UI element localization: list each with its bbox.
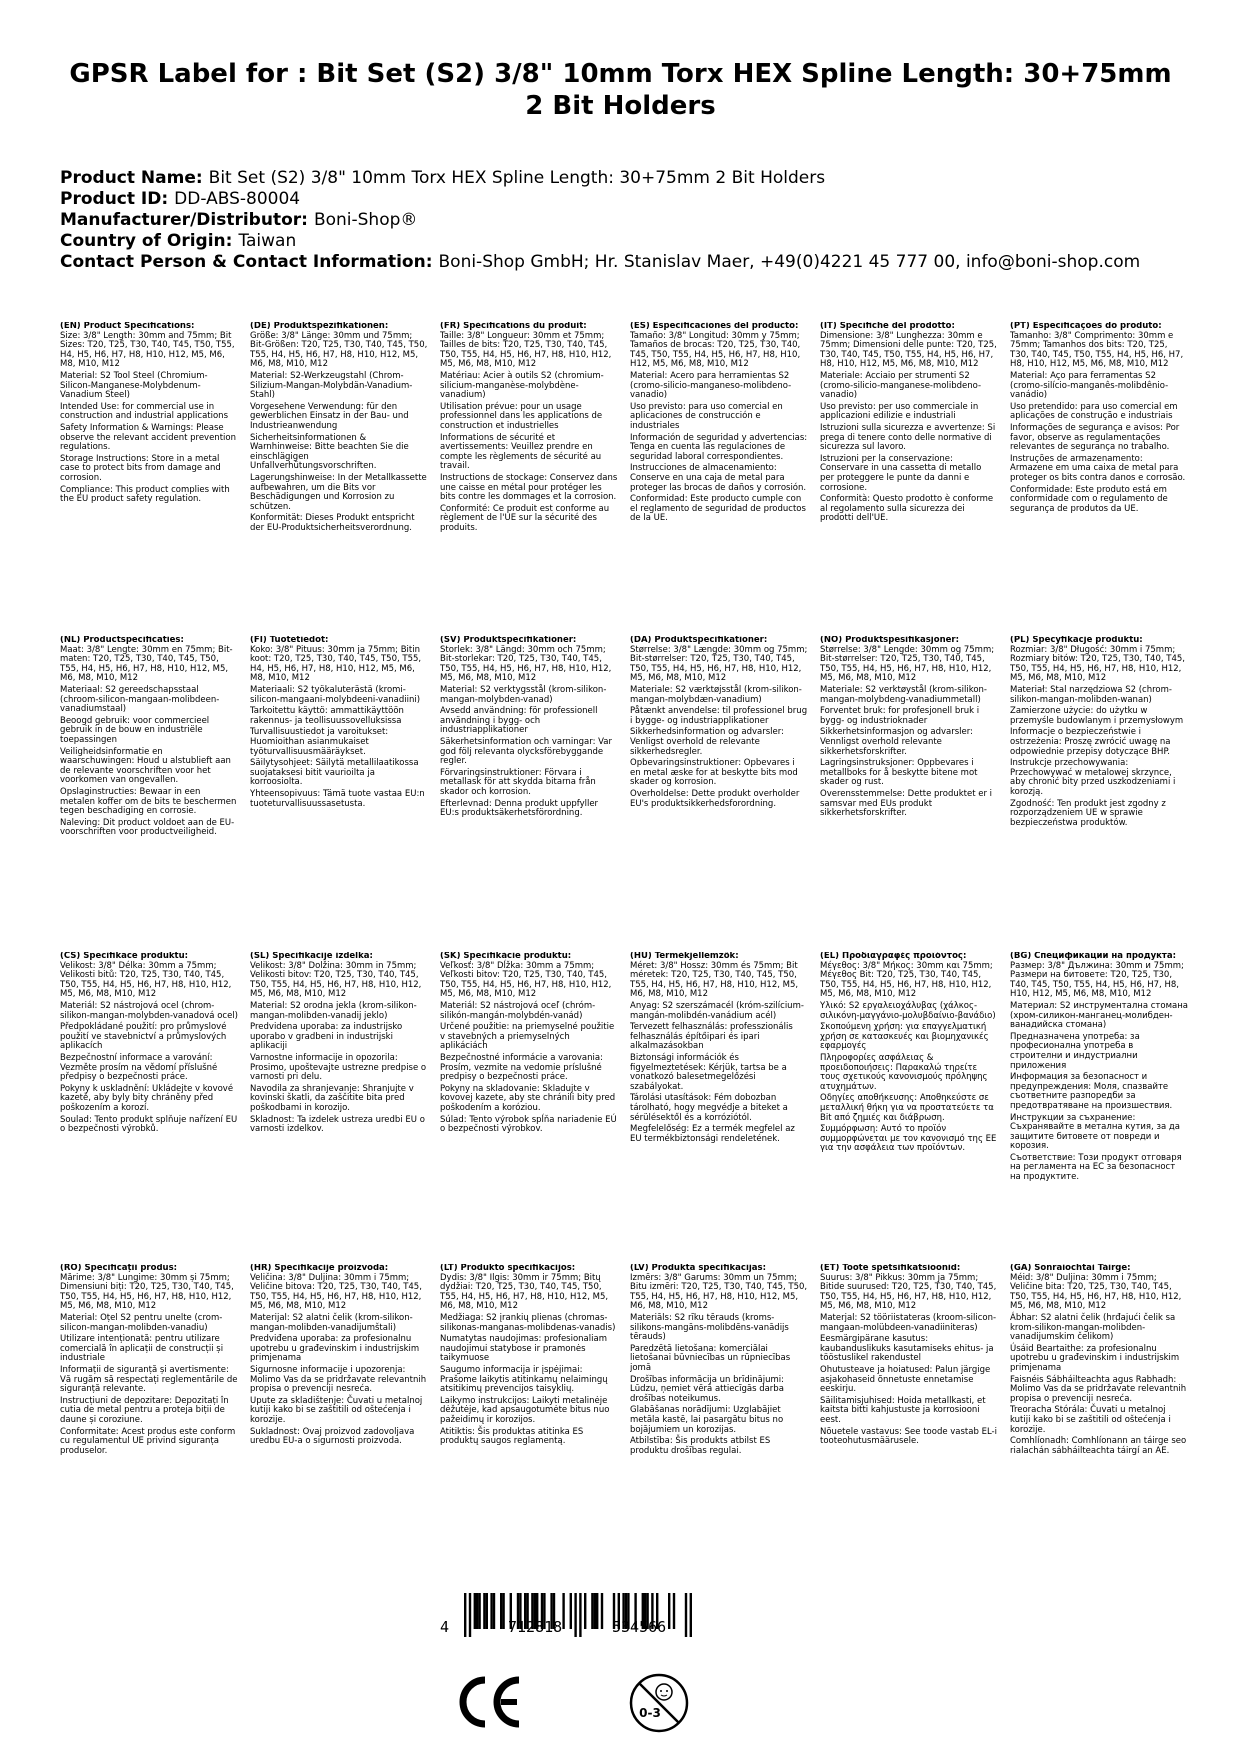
lang-paragraph: Tárolási utasítások: Fém dobozban tárolható, hogy megvédje a biteket a sérülésektől és a korróziótól. [630,1093,788,1123]
lang-paragraph: Varnostne informacije in opozorila: Prosimo, upoštevajte ustrezne predpise o varnosti pri delu. [250,1052,427,1083]
language-grid [60,322,1188,1564]
barcode-bar [476,1593,478,1629]
barcode-bar [584,1593,586,1629]
lang-paragraph: Πληροφορίες ασφάλειας & προειδοποιήσεις: Παρακαλώ τηρείτε τους σχετικούς κανονισμούς πρόληψης ατυχημάτων. [820,1052,988,1092]
lang-paragraph: Инструкции за съхранение: Съхранявайте в метална кутия, за да защитите битовете от повреди и корозия. [1010,1112,1180,1152]
lang-paragraph: Overholdelse: Dette produkt overholder EU's produktsikkerhedsforordning. [630,788,800,809]
lang-block-el [820,952,998,1264]
lang-paragraph: Materiál: S2 nástrojová ocel (chrom-silikon-mangan-molybden-vanadová ocel) [60,1000,238,1021]
lang-paragraph: Tamanho: 3/8" Comprimento: 30mm e 75mm; Tamanhos dos bits: T20, T25, T30, T40, T45, T50, T55, H4, H5, H6, H7, H8, H10, H12, M5, M6, M8, M10, M12 [1010,330,1184,370]
info-manufacturer: Manufacturer/Distributor: Boni-Shop® [60,210,418,230]
info-product-name: Product Name: Bit Set (S2) 3/8" 10mm Torx HEX Spline Length: 30+75mm 2 Bit Holders [60,168,826,188]
lang-block-bg [1010,952,1188,1264]
lang-paragraph: Materiale: S2 værktøjsstål (krom-silikon-mangan-molybdæn-vanadium) [630,684,802,705]
age-label: 0-3 [639,1706,661,1720]
lang-paragraph: Soulad: Tento produkt splňuje nařízení EU o bezpečnosti výrobků. [60,1114,238,1135]
lang-block-pl [1010,636,1188,952]
lang-paragraph: Bezpečnostní informace a varování: Vezměte prosím na vědomí příslušné předpisy o bezpečnosti práce. [60,1052,218,1083]
lang-paragraph: Medžiaga: S2 įrankių plienas (chromas-silikonas-manganas-molibdenas-vanadis) [440,1312,616,1333]
lang-paragraph: Turvallisuustiedot ja varoitukset: Huomioithan asianmukaiset työturvallisuusmääräykset. [250,727,389,757]
barcode-bar [483,1593,485,1629]
lang-paragraph: Storage Instructions: Store in a metal case to protect bits from damage and corrosion. [60,453,221,483]
lang-paragraph: Méid: 3/8" Duljina: 30mm i 75mm; Veličine bita: T20, T25, T30, T40, T45, T50, T55, H4, H5, H6, H7, H8, H10, H12, M5, M6, M8, M10, M12 [1010,1272,1182,1312]
lang-paragraph: Conformidad: Este producto cumple con el reglamento de seguridad de productos de la UE. [630,494,806,524]
lang-paragraph: Naleving: Dit product voldoet aan de EU-voorschriften voor productveiligheid. [60,817,235,838]
lang-heading: (LV) Produkta specifikācijas: [630,1264,766,1273]
lang-paragraph: Materiāls: S2 rīku tērauds (kroms-silikons-mangāns-molibdēns-vanādijs tērauds) [630,1312,789,1343]
lang-paragraph: Paredzētā lietošana: komerciālai lietošanai būvniecības un rūpniecības jomā [630,1343,791,1373]
lang-paragraph: Tervezett felhasználás: professzionális felhasználás építőipari és ipari alkalmazásokban [630,1022,793,1052]
lang-paragraph: Yhteensopivuus: Tämä tuote vastaa EU:n tuoteturvallisuussasetusta. [250,788,425,809]
lang-block-hu [630,952,808,1264]
barcode-bar [594,1593,596,1629]
lang-paragraph: Σκοπούμενη χρήση: για επαγγελματική χρήση σε κατασκευές και βιομηχανικές εφαρμογές [820,1022,989,1052]
lang-paragraph: Utilisation prévue: pour un usage professionnel dans les applications de construction et industrielles [440,401,603,431]
lang-heading: (GA) Sonraíochtaí Táirge: [1010,1264,1131,1273]
barcode-digits-right: 534566 [612,1618,667,1636]
lang-paragraph: Treoracha Stórála: Čuvati u metalnoj kutiji kako bi se zaštitili od oštećenja i korozije. [1010,1405,1171,1435]
lang-paragraph: Размер: 3/8" Дължина: 30mm и 75mm; Размери на битовете: T20, T25, T30, T40, T45, T50, T55, H4, H5, H6, H7, H8, H10, H12, M5, M6, M8, M10, M12 [1010,960,1184,1000]
lang-paragraph: Safety Information & Warnings: Please observe the relevant accident prevention regulations. [60,422,236,453]
lang-paragraph: Materiale: Acciaio per strumenti S2 (cromo-silicio-manganese-molibdeno-vanadio) [820,370,982,401]
lang-paragraph: Forventet bruk: for profesjonell bruk i bygg- og industrioknader [820,706,980,726]
barcode-bar [668,1593,670,1629]
lang-heading: (SK) Špecifikácie produktu: [440,952,572,961]
lang-paragraph: Informations de sécurité et avertissements: Veuillez prendre en compte les règlements de sécurité au travail. [440,432,602,472]
lang-paragraph: Konformität: Dieses Produkt entspricht der EU-Produktsicherheitsverordnung. [250,513,415,533]
lang-block-sv [440,636,618,952]
lang-paragraph: Megfelelőség: Ez a termék megfelel az EU termékbiztonsági rendeletének. [630,1124,795,1144]
lang-paragraph: Material: Acero para herramientas S2 (cromo-silicio-manganeso-molibdeno-vanadio) [630,370,792,401]
lang-paragraph: Size: 3/8" Length: 30mm and 75mm; Bit Sizes: T20, T25, T30, T40, T45, T50, T55, H4, H5, H6, H7, H8, H10, H12, M5, M6, M8, M10, M12 [60,330,235,370]
lang-paragraph: Información de seguridad y advertencias: Tenga en cuenta las regulaciones de seguridad laboral correspondientes. [630,432,808,462]
lang-block-no [820,636,998,952]
lang-heading: (PT) Especificações do produto: [1010,322,1162,331]
lang-paragraph: Comhlíonadh: Comhlíonann an táirge seo rialachán sábháilteachta táirgí an AE. [1010,1436,1187,1456]
barcode-bar [474,1593,476,1629]
lang-paragraph: Størrelse: 3/8" Lengde: 30mm og 75mm; Bit-størrelser: T20, T25, T30, T40, T45, T50, T55, H4, H5, H6, H7, H8, H10, H12, M5, M6, M8, M10, M12 [820,644,995,684]
lang-paragraph: Izmērs: 3/8" Garums: 30mm un 75mm; Bitu izmēri: T20, T25, T30, T40, T45, T50, T55, H4, H5, H6, H7, H8, H10, H12, M5, M6, M8, M10, M12 [630,1272,808,1312]
barcode-bar [493,1593,495,1629]
lang-paragraph: Instruções de armazenamento: Armazene em uma caixa de metal para proteger os bits contra danos e corrosão. [1010,453,1186,483]
info-contact: Contact Person & Contact Information: Boni-Shop GmbH; Hr. Stanislav Maer, +49(0)4221 45 777 00, info@boni-shop.com [60,252,1141,272]
barcode-bar [502,1593,504,1629]
info-country: Country of Origin: Taiwan [60,231,297,251]
lang-block-pt [1010,322,1188,636]
lang-heading: (BG) Спецификации на продукта: [1010,952,1176,961]
lang-paragraph: Materiale: S2 verktøystål (krom-silikon-mangan-molybdeng-vanadiummetall) [820,684,987,705]
lang-paragraph: Skladnost: Ta izdelek ustreza uredbi EU o varnosti izdelkov. [250,1114,425,1135]
lang-paragraph: Uso previsto: para uso comercial en aplicaciones de construcción e industriales [630,401,783,431]
lang-heading: (NL) Productspecificaties: [60,636,184,645]
lang-paragraph: Biztonsági információk és figyelmeztetések: Kérjük, tartsa be a vonatkozó balesetmegelőzési szabályokat. [630,1052,787,1092]
barcode-bar [574,1593,576,1637]
lang-block-en [60,322,238,636]
lang-paragraph: Glabāšanas norādījumi: Uzglabājiet metāla kastē, lai pasargātu bitus no bojājumiem un korozijas. [630,1405,784,1435]
lang-paragraph: Veličina: 3/8" Duljina: 30mm i 75mm; Veličine bitova: T20, T25, T30, T40, T45, T50, T55, H4, H5, H6, H7, H8, H10, H12, M5, M6, M8, M10, M12 [250,1272,422,1312]
lang-paragraph: Pokyny k uskladnění: Ukládejte v kovové kazetě, aby byly bity chráněny před poškozením a korozí. [60,1083,234,1113]
lang-paragraph: Compliance: This product complies with the EU product safety regulation. [60,484,230,505]
lang-block-et [820,1264,998,1564]
barcode-bar [601,1593,603,1629]
lang-paragraph: Materiál: S2 nástrojová oceľ (chróm-silikón-mangán-molybdén-vanád) [440,1000,596,1021]
barcode-bar [464,1593,466,1637]
lang-heading: (HR) Specifikacije proizvoda: [250,1264,389,1273]
lang-heading: (EN) Product Specifications: [60,322,195,331]
lang-paragraph: Sikkerhedsinformation og advarsler: Venligst overhold de relevante sikkerhedsregler. [630,727,784,757]
lang-paragraph: Dimensione: 3/8" Lunghezza: 30mm e 75mm; Dimensioni delle punte: T20, T25, T30, T40, T45, T50, T55, H4, H5, H6, H7, H8, H10, H12, M5, M6, M8, M10, M12 [820,330,997,370]
barcode-bar [562,1593,564,1629]
lang-heading: (ET) Toote spetsifikatsioonid: [820,1264,961,1273]
lang-paragraph: Μέγεθος: 3/8" Μήκος: 30mm και 75mm; Μέγεθος Bit: T20, T25, T30, T40, T45, T50, T55, H4, H5, H6, H7, H8, H10, H12, M5, M6, M8, M10, M12 [820,960,993,1000]
lang-paragraph: Materjal: S2 tööriistateras (kroom-silicon-mangaan-molübdeen-vanadiiniteras) [820,1312,997,1333]
lang-heading: (NO) Produktspesifikasjoner: [820,636,959,645]
barcode-bar [486,1593,488,1629]
lang-block-ga [1010,1264,1188,1564]
lang-paragraph: Faisnéis Sábháilteachta agus Rabhadh: Molimo Vas da se pridržavate relevantnih propisa o prevenciji nesreća. [1010,1374,1187,1404]
barcode-bar [490,1593,492,1629]
lang-paragraph: Numatytas naudojimas: profesionaliam naudojimui statybose ir pramonės taikymuose [440,1334,607,1364]
lang-paragraph: Zgodność: Ten produkt jest zgodny z rozporządzeniem UE w sprawie bezpieczeństwa produktów. [1010,798,1166,828]
lang-paragraph: Säilytysohjeet: Säilytä metallilaatikossa suojataksesi bitit vaurioilta ja korroosiolta. [250,758,419,788]
lang-paragraph: Material: S2 verktygsstål (krom-silikon-mangan-molybden-vanad) [440,684,607,705]
lang-heading: (CS) Specifikace produktu: [60,952,189,961]
lang-paragraph: Material: S2-Werkzeugstahl (Chrom-Silizium-Mangan-Molybdän-Vanadium-Stahl) [250,370,413,401]
lang-paragraph: Dydis: 3/8" Ilgis: 30mm ir 75mm; Bitų dydžiai: T20, T25, T30, T40, T45, T50, T55, H4, H5, H6, H7, H8, H10, H12, M5, M6, M8, M10, M12 [440,1272,609,1312]
barcode-bar [570,1593,572,1629]
ean-barcode [440,1593,720,1669]
lang-paragraph: Conformidade: Este produto está em conformidade com o regulamento de segurança de produtos da UE. [1010,484,1168,514]
lang-paragraph: Συμμόρφωση: Αυτό το προϊόν συμμορφώνεται με τον κανονισμό της ΕΕ για την ασφάλεια των προϊόντων. [820,1124,997,1154]
lang-paragraph: Οδηγίες αποθήκευσης: Αποθηκεύστε σε μεταλλική θήκη για να προστατεύετε τα Bit από ζημιές και διάβρωση. [820,1093,994,1123]
lang-paragraph: Informații de siguranță și avertismente: Vă rugăm să respectați reglementările de siguranță relevante. [60,1364,238,1395]
barcode-digits-left: 712818 [508,1618,563,1636]
lang-block-it [820,322,998,636]
lang-paragraph: Sukladnost: Ovaj proizvod zadovoljava uredbu EU-a o sigurnosti proizvoda. [250,1426,415,1447]
lang-paragraph: Utilizare intenționată: pentru utilizare comercială în aplicații de construcții și industriale [60,1334,224,1364]
barcode-bar [685,1593,687,1637]
lang-block-sl [250,952,428,1264]
page-title: GPSR Label for : Bit Set (S2) 3/8" 10mm Torx HEX Spline Length: 30+75mm 2 Bit Holders [69,59,1172,121]
lang-paragraph: Sicherheitsinformationen & Warnhinweise: Bitte beachten Sie die einschlägigen Unfallverhütungsvorschriften. [250,432,409,472]
lang-paragraph: Předpokládané použití: pro průmyslové použití ve stavebnictví a průmyslových aplikacích [60,1022,227,1052]
lang-paragraph: Istruzioni per la conservazione: Conservare in una cassetta di metallo per proteggere le punte da danni e corrosione. [820,453,982,493]
lang-paragraph: Tarkoitettu käyttö: ammattikäyttöön rakennus- ja teollisuussovelluksissa [250,706,404,726]
lang-paragraph: Zamierzone użycie: do użytku w przemyśle budowlanym i przemysłowym [1010,706,1184,726]
lang-block-hr [250,1264,428,1564]
barcode-bar [579,1593,581,1637]
lang-paragraph: Drošības informācija un brīdinājumi: Lūdzu, ņemiet vērā attiecīgās darba drošības noteikumus. [630,1374,784,1404]
lang-heading: (DE) Produktspezifikationen: [250,322,389,331]
lang-paragraph: Instrukcje przechowywania: Przechowywać w metalowej skrzynce, aby chronić bity przed uszkodzeniami i korozją. [1010,758,1176,797]
lang-heading: (IT) Specifiche del prodotto: [820,322,955,331]
lang-paragraph: Úsáid Beartaithe: za profesionalnu upotrebu u građevinskim i industrijskim primjenama [1010,1343,1180,1373]
lang-paragraph: Určené použitie: na priemyselné použitie v stavebných a priemyselných aplikáciách [440,1022,615,1052]
lang-paragraph: Laikymo instrukcijos: Laikyti metalinėje dėžutėje, kad apsaugotumėte bitus nuo pažeidimų ir korozijos. [440,1395,610,1425]
lang-paragraph: Mărime: 3/8" Lungime: 30mm și 75mm; Dimensiuni biți: T20, T25, T30, T40, T45, T50, T55, H4, H5, H6, H7, H8, H10, H12, M5, M6, M8, M10, M12 [60,1272,234,1312]
lang-paragraph: Größe: 3/8" Länge: 30mm und 75mm; Bit-Größen: T20, T25, T30, T40, T45, T50, T55, H4, H5, H6, H7, H8, H10, H12, M5, M6, M8, M10, M12 [250,330,428,370]
lang-paragraph: Материал: S2 инструментална стомана (хром-силикон-манганец-молибден-ванадийска стомана) [1010,1000,1188,1031]
lang-paragraph: Materiaali: S2 työkaluterästä (kromi-silicon-mangaani-molybdeeni-vanadiini) [250,684,421,705]
lang-paragraph: Overensstemmelse: Dette produktet er i samsvar med EUs produkt sikkerhetsforskrifter. [820,788,993,819]
lang-paragraph: Anyag: S2 szerszámacél (króm-szilícium-mangán-molibdén-vanádium acél) [630,1000,804,1021]
lang-paragraph: Съответствие: Този продукт отговаря на регламента на ЕС за безопасност на продуктите. [1010,1152,1182,1183]
lang-paragraph: Uso previsto: per uso commerciale in applicazioni edilizie e industriali [820,401,979,422]
lang-paragraph: Atitiktis: Šis produktas atitinka ES produktų saugos reglamentą. [440,1426,584,1447]
lang-paragraph: Lagerungshinweise: In der Metallkassette aufbewahren, um die Bits vor Beschädigungen und Korrosion zu schützen. [250,472,427,512]
lang-block-lt [440,1264,618,1564]
lang-block-es [630,322,808,636]
lang-heading: (FI) Tuotetiedot: [250,636,329,645]
lang-paragraph: Materijal: S2 alatni čelik (krom-silikon-mangan-molibden-vanadijumštali) [250,1312,413,1333]
lang-paragraph: Informacje o bezpieczeństwie i ostrzeżenia: Proszę zwrócić uwagę na odpowiednie przepisy dotyczące BHP. [1010,727,1171,757]
lang-paragraph: Maat: 3/8" Lengte: 30mm en 75mm; Bit-maten: T20, T25, T30, T40, T45, T50, T55, H4, H5, H6, H7, H8, H10, H12, M5, M6, M8, M10, M12 [60,644,233,684]
barcode-bar [469,1593,471,1637]
lang-heading: (ES) Especificaciones del producto: [630,322,799,331]
barcode-bar [591,1593,593,1629]
lang-paragraph: Opslaginstructies: Bewaar in een metalen koffer om de bits te beschermen tegen beschadiging en corrosie. [60,786,237,817]
lang-paragraph: Bezpečnostné informácie a varovania: Prosím, vezmite na vedomie príslušné predpisy o bezpečnosti práce. [440,1052,603,1083]
lang-heading: (LT) Produkto specifikacijos: [440,1264,576,1273]
lang-paragraph: Efterlevnad: Denna produkt uppfyller EU:s produktsäkerhetsförordning. [440,798,599,819]
lang-heading: (PL) Specyfikacje produktu: [1010,636,1143,645]
lang-paragraph: Predviđena uporaba: za profesionalnu upotrebu u građevinskim i industrijskim primjenama [250,1334,420,1364]
lang-paragraph: Ábhar: S2 alatni čelik (hrđajući čelik sa krom-silikon-mangan-molibden-vanadijumskim čelikom) [1010,1312,1176,1343]
lang-paragraph: Veiligheidsinformatie en waarschuwingen: Houd u alstublieft aan de relevante voorschriften voor het voorkomen van ongevallen. [60,746,231,786]
lang-block-cs [60,952,238,1264]
lang-paragraph: Veľkosť: 3/8" Dĺžka: 30mm a 75mm; Veľkosti bitov: T20, T25, T30, T40, T45, T50, T55, H4, H5, H6, H7, H8, H10, H12, M5, M6, M8, M10, M12 [440,960,612,1000]
lang-paragraph: Tamaño: 3/8" Longitud: 30mm y 75mm; Tamaños de brocas: T20, T25, T30, T40, T45, T50, T55, H4, H5, H6, H7, H8, H10, H12, M5, M6, M8, M10, M12 [630,330,801,370]
lang-paragraph: Materiaal: S2 gereedschapsstaal (chroom-silicon-mangaan-molibdeen-vanadiumstaal) [60,684,220,715]
lang-block-ro [60,1264,238,1564]
lang-paragraph: Suurus: 3/8" Pikkus: 30mm ja 75mm; Bitide suurused: T20, T25, T30, T40, T45, T50, T55, H4, H5, H6, H7, H8, H10, H12, M5, M6, M8, M10, M12 [820,1272,997,1312]
lang-paragraph: Beoogd gebruik: voor commercieel gebruik in de bouw en industriële toepassingen [60,715,210,745]
lang-paragraph: Nõuetele vastavus: See toode vastab EL-i tooteohutusmäärusele. [820,1426,997,1447]
lang-paragraph: Pokyny na skladovanie: Skladujte v kovovej kazete, aby ste chránili bity pred poškodením a koróziou. [440,1083,616,1113]
lang-paragraph: Eesmärgipärane kasutus: kaubanduslikuks kasutamiseks ehitus- ja tööstuslikel rakendustel [820,1334,994,1364]
lang-paragraph: Conformità: Questo prodotto è conforme al regolamento sulla sicurezza dei prodotti dell'UE. [820,494,994,524]
lang-paragraph: Navodila za shranjevanje: Shranjujte v kovinski škatli, da zaščitite bita pred poškodbami in korozijo. [250,1083,414,1113]
barcode-bar [690,1593,692,1637]
lang-block-de [250,322,428,636]
lang-paragraph: Conformité: Ce produit est conforme au règlement de l'UE sur la sécurité des produits. [440,503,610,533]
lang-paragraph: Säkerhetsinformation och varningar: Var god följ relevanta olycksförebyggande regler. [440,736,612,767]
lang-paragraph: Materiał: Stal narzędziowa S2 (chrom-silikon-mangan-molibden-wanan) [1010,684,1172,705]
lang-paragraph: Material: Oțel S2 pentru unelte (crom-silicon-mangan-molibden-vanadiu) [60,1312,223,1333]
lang-paragraph: Uso pretendido: para uso comercial em aplicações de construção e industriais [1010,401,1178,422]
product-info [60,168,1190,273]
lang-paragraph: Conformitate: Acest produs este conform cu regulamentul UE privind siguranța produselor. [60,1426,236,1456]
lang-paragraph: Rozmiar: 3/8" Długość: 30mm i 75mm; Rozmiary bitów: T20, T25, T30, T40, T45, T50, T55, H4, H5, H6, H7, H8, H10, H12, M5, M6, M8, M10, M12 [1010,644,1185,684]
info-product-id: Product ID: DD-ABS-80004 [60,189,301,209]
lang-paragraph: Instrucțiuni de depozitare: Depozitați în cutia de metal pentru a proteja biții de daune și coroziune. [60,1395,229,1425]
lang-paragraph: Информация за безопасност и предупреждения: Моля, спазвайте съответните разпоредби за предотвратяване на произшествия. [1010,1072,1173,1111]
lang-block-fr [440,322,618,636]
lang-paragraph: Velikost: 3/8" Délka: 30mm a 75mm; Velikosti bitů: T20, T25, T30, T40, T45, T50, T55, H4, H5, H6, H7, H8, H10, H12, M5, M6, M8, M10, M12 [60,960,232,1000]
lang-paragraph: Súlad: Tento výrobok spĺňa nariadenie EÚ o bezpečnosti výrobkov. [440,1114,617,1135]
lang-paragraph: Saugumo informacija ir įspėjimai: Prašome laikytis atitinkamų nelaimingų atsitikimų prevencijos taisyklių. [440,1364,608,1395]
lang-paragraph: Størrelse: 3/8" Længde: 30mm og 75mm; Bit-størrelser: T20, T25, T30, T40, T45, T50, T55, H4, H5, H6, H7, H8, H10, H12, M5, M6, M8, M10, M12 [630,644,808,684]
lang-paragraph: Säilitamisjuhised: Hoida metallkasti, et kaitsta bitti kahjustuste ja korrosiooni eest. [820,1395,986,1425]
lang-paragraph: Atbilstība: Šis produkts atbilst ES produktu drošības regulai. [630,1436,771,1456]
barcode-bar [500,1593,502,1629]
lang-block-lv [630,1264,808,1564]
lang-paragraph: Предназначена употреба: за професионална употреба в строителни и индустриални приложения [1010,1031,1140,1071]
lang-paragraph: Méret: 3/8" Hossz: 30mm és 75mm; Bit méretek: T20, T25, T30, T40, T45, T50, T55, H4, H5, H6, H7, H8, H10, H12, M5, M6, M8, M10, M12 [630,960,799,1000]
lang-paragraph: Opbevaringsinstruktioner: Opbevares i en metal æske for at beskytte bits mod skader og korrosion. [630,758,798,788]
barcode-bar [596,1593,598,1629]
barcode-bar [478,1593,480,1629]
lang-paragraph: Förvaringsinstruktioner: Förvara i metallask för att skydda bitarna från skador och korrosion. [440,767,596,797]
lang-paragraph: Koko: 3/8" Pituus: 30mm ja 75mm; Bitin koot: T20, T25, T30, T40, T45, T50, T55, H4, H5, H6, H7, H8, H10, H12, M5, M6, M8, M10, M12 [250,644,422,684]
lang-heading: (SL) Specifikacije izdelka: [250,952,373,961]
lang-paragraph: Informações de segurança e avisos: Por favor, observe as regulamentações relevantes de segurança no trabalho. [1010,422,1180,453]
ce-mark-icon [455,1676,527,1728]
lang-paragraph: Sigurnosne informacije i upozorenja: Molimo Vas da se pridržavate relevantnih propisa o prevenciji nesreća. [250,1364,427,1395]
lang-paragraph: Taille: 3/8" Longueur: 30mm et 75mm; Tailles de bits: T20, T25, T30, T40, T45, T50, T55, H4, H5, H6, H7, H8, H10, H12, M5, M6, M8, M10, M12 [440,330,612,370]
lang-paragraph: Velikost: 3/8" Dolžina: 30mm in 75mm; Velikosti bitov: T20, T25, T30, T40, T45, T50, T55, H4, H5, H6, H7, H8, H10, H12, M5, M6, M8, M10, M12 [250,960,422,1000]
lang-heading: (HU) Termékjellemzők: [630,952,739,961]
lang-paragraph: Sikkerhetsinformasjon og advarsler: Vennligst overhold relevante sikkerhetsforskrifter. [820,727,973,757]
lang-paragraph: Lagringsinstruksjoner: Oppbevares i metallboks for å beskytte bitene mot skader og rust. [820,758,978,788]
not-for-children-0-3-icon [628,1672,690,1734]
lang-paragraph: Υλικό: S2 εργαλειοχάλυβας (χάλκος-σιλικόνη-μαγγάνιο-μολυβδαίνιο-βανάδιο) [820,1000,996,1021]
lang-block-sk [440,952,618,1264]
lang-paragraph: Material: S2 orodna jekla (krom-silikon-mangan-molibden-vanadij jeklo) [250,1000,417,1021]
lang-paragraph: Predvidena uporaba: za industrijsko uporabo v gradbeni in industrijski aplikaciji [250,1022,403,1052]
lang-paragraph: Istruzioni sulla sicurezza e avvertenze: Si prega di tenere conto delle normative di sicurezza sul lavoro. [820,422,996,453]
lang-paragraph: Ohutusteave ja hoiatused: Palun järgige asjakohaseid õnnetuste ennetamise eeskirju. [820,1364,991,1395]
lang-paragraph: Avsedd användning: för professionell användning i bygg- och industriapplikationer [440,706,598,736]
lang-paragraph: Instrucciones de almacenamiento: Conserve en una caja de metal para proteger las brocas de daños y corrosión. [630,463,807,493]
lang-paragraph: Material: S2 Tool Steel (Chromium-Silicon-Manganese-Molybdenum-Vanadium Steel) [60,370,208,401]
lang-paragraph: Intended Use: for commercial use in construction and industrial applications [60,401,228,422]
barcode-digit-first: 4 [440,1618,450,1636]
lang-paragraph: Material: Aço para ferramentas S2 (cromo-silício-manganês-molibdênio-vanádio) [1010,370,1169,401]
lang-heading: (DA) Produktspecifikationer: [630,636,768,645]
lang-heading: (EL) Προδιαγραφές προϊόντος: [820,952,967,961]
lang-paragraph: Instructions de stockage: Conservez dans une caisse en métal pour protéger les bits contre les dommages et la corrosion. [440,472,618,503]
lang-paragraph: Matériau: Acier à outils S2 (chromium-silicium-manganèse-molybdène-vanadium) [440,370,604,401]
lang-paragraph: Storlek: 3/8" Längd: 30mm och 75mm; Bit-storlekar: T20, T25, T30, T40, T45, T50, T55, H4, H5, H6, H7, H8, H10, H12, M5, M6, M8, M10, M12 [440,644,612,684]
lang-paragraph: Vorgesehene Verwendung: für den gewerblichen Einsatz in der Bau- und Industrieanwendung [250,401,409,431]
lang-heading: (FR) Spécifications du produit: [440,322,587,331]
lang-block-nl [60,636,238,952]
lang-heading: (RO) Specificații produs: [60,1264,178,1273]
lang-paragraph: Upute za skladištenje: Čuvati u metalnoj kutiji kako bi se zaštitili od oštećenja i korozije. [250,1395,423,1425]
lang-block-fi [250,636,428,952]
lang-block-da [630,636,808,952]
lang-heading: (SV) Produktspecifikationer: [440,636,577,645]
lang-paragraph: Påtænkt anvendelse: til professionel brug i bygge- og industriapplikationer [630,706,808,726]
barcode-bar [673,1593,675,1629]
